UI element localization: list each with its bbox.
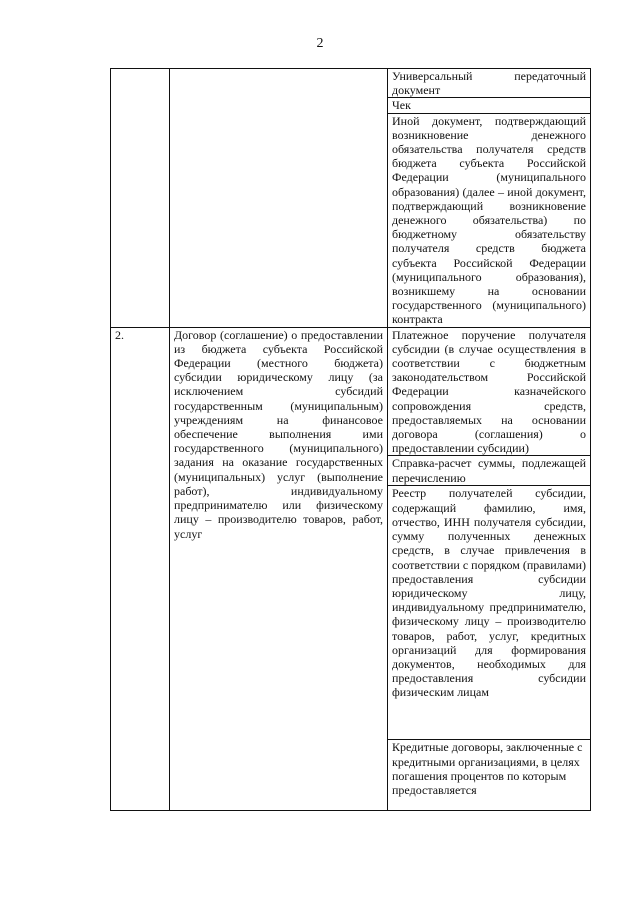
document-cell: Реестр получателей субсидии, содержащий фамилию, имя, отчество, ИНН получателя субсидии, сумму полученных денежных средств, в случае привлечения в соответствии с порядком (правилами) предоставления субсидии юридическому лицу, индивидуальному предпринимателю, физическому лицу – производителю товаров, работ, услуг, кредитных организаций для формирования документов, необходимых для предоставления субсидии физическим лицам bbox=[388, 486, 591, 740]
page-number: 2 bbox=[316, 36, 324, 51]
document-cell: Чек bbox=[388, 98, 591, 113]
documents-table bbox=[110, 68, 591, 811]
document-cell: Универсальный передаточный документ bbox=[388, 69, 591, 98]
document-cell: Кредитные договоры, заключенные с кредитными организациями, в целях погашения процентов по которым предоставляется bbox=[388, 740, 591, 811]
document-cell: Иной документ, подтверждающий возникновение денежного обязательства получателя средств бюджета субъекта Российской Федерации (муниципального образования) (далее – иной документ, подтверждающий возникновение денежного обязательства) по бюджетному обязательству получателя средств бюджета субъекта Российской Федерации (муниципального образования), возникшему на основании государственного (муниципального) контракта bbox=[388, 113, 591, 327]
document-cell: Справка-расчет суммы, подлежащей перечислению bbox=[388, 456, 591, 486]
table-row bbox=[111, 327, 591, 456]
row-number-cell bbox=[111, 69, 170, 328]
table-row bbox=[111, 69, 591, 98]
row-number-cell: 2. bbox=[111, 327, 170, 811]
document-cell: Платежное поручение получателя субсидии (в случае осуществления в соответствии с бюджетным законодательством Российской Федерации казначейского сопровождения средств, предоставляемых на основании договора (соглашения) о предоставлении субсидии) bbox=[388, 327, 591, 456]
basis-cell bbox=[170, 69, 388, 328]
basis-cell: Договор (соглашение) о предоставлении из бюджета субъекта Российской Федерации (местного бюджета) субсидии юридическому лицу (за исключением субсидий государственным (муниципальным) учреждениям на финансовое обеспечение выполнения ими государственного (муниципального) задания на оказание государственных (муниципальных) услуг (выполнение работ), индивидуальному предпринимателю или физическому лицу – производителю товаров, работ, услуг bbox=[170, 327, 388, 811]
